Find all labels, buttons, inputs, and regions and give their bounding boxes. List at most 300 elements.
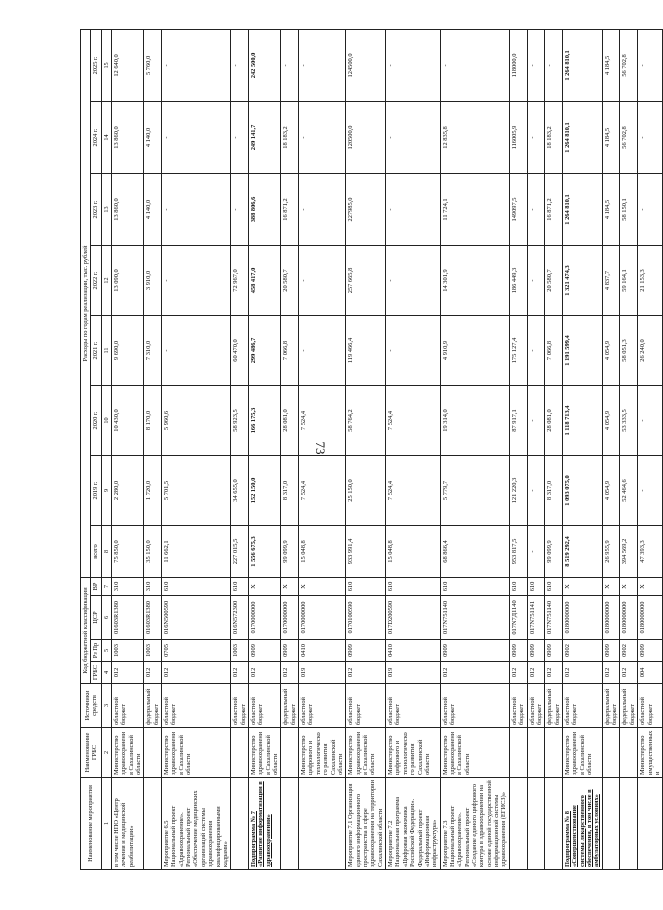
row-code-vr-cell: 610 (527, 578, 545, 596)
row-source-cell: областной бюджет (527, 684, 545, 728)
row-source-cell: федеральный бюджет (144, 684, 162, 728)
row-grbs-cell (545, 728, 563, 778)
index-cell: 14 (101, 102, 111, 174)
row-year-cell: 18 183,2 (545, 102, 563, 174)
row-year-cell: 1 321 474,3 (562, 246, 602, 316)
index-cell: 4 (101, 662, 111, 684)
row-year-cell: - (162, 102, 231, 174)
row-source-cell: областной бюджет (111, 684, 143, 728)
row-code-csr-cell: 017N751140 (440, 596, 509, 640)
table-row (299, 29, 346, 869)
row-year-cell: 458 417,0 (248, 246, 280, 316)
table-row (248, 29, 280, 869)
row-name-cell (231, 778, 249, 870)
header-year: 2022 г. (91, 246, 101, 316)
row-year-cell: 7 524,4 (299, 456, 346, 526)
row-year-cell: 87 917,1 (509, 386, 527, 456)
table-row (638, 29, 663, 869)
header-expenses: Расходы по годам реализации, тыс. рублей (81, 29, 91, 577)
row-name-cell: Подпрограмма № 7 «Развитие информатизации в здравоохранении» (248, 778, 280, 870)
row-year-cell: - (527, 174, 545, 246)
row-year-cell: 9 690,0 (111, 316, 143, 386)
row-code-csr-cell: 017D200590 (386, 596, 441, 640)
row-year-cell: 58 764,2 (346, 386, 386, 456)
row-year-cell: 28 081,0 (545, 386, 563, 456)
row-grbs-cell (509, 728, 527, 778)
row-total-cell: 47 393,3 (638, 526, 663, 578)
row-source-cell: федеральный бюджет (545, 684, 563, 728)
row-name-cell: Мероприятие 6.5 Национальный проект «Здравоохранение». Региональный проект «Обеспечение медицинских организаций системы здравоохранения квалифицированными кадрами» (162, 778, 231, 870)
row-total-cell: 68 866,4 (440, 526, 509, 578)
row-year-cell: - (527, 456, 545, 526)
row-year-cell: 7 524,4 (386, 386, 441, 456)
row-grbs-cell: Министерство цифрового и технологического развития Сахалинской области (299, 728, 346, 778)
row-year-cell: 4 184,5 (602, 174, 620, 246)
row-code-vr-cell: X (638, 578, 663, 596)
row-grbs-cell: Министерство здравоохранения Сахалинской области (440, 728, 509, 778)
table-row (346, 29, 386, 869)
row-total-cell: 8 519 292,4 (562, 526, 602, 578)
row-year-cell: 12 835,8 (440, 102, 509, 174)
row-code-csr-cell: 0170000000 (299, 596, 346, 640)
row-code-csr-cell: 017N751141 (527, 596, 545, 640)
row-year-cell: - (638, 29, 663, 101)
row-total-cell: 15 048,8 (299, 526, 346, 578)
row-year-cell: 4 140,0 (144, 102, 162, 174)
table-row (386, 29, 441, 869)
header-row-1 (81, 29, 91, 869)
row-code-grbs-cell: 012 (281, 662, 299, 684)
row-code-csr-cell: 016N572300 (231, 596, 249, 640)
row-year-cell: 34 655,0 (231, 456, 249, 526)
row-name-cell: Мероприятие 7.2 Национальная программа «Цифровая экономика Российской Федерации». Федеральный проект «Информационная инфраструктура» (386, 778, 441, 870)
row-year-cell: 7 066,8 (281, 316, 299, 386)
row-source-cell: областной бюджет (346, 684, 386, 728)
row-year-cell: - (299, 316, 346, 386)
row-code-vr-cell: X (562, 578, 602, 596)
row-code-csr-cell: 0180000000 (620, 596, 638, 640)
row-year-cell: 26 240,0 (638, 316, 663, 386)
row-name-cell: Подпрограмма № 8 «Совершенствование системы лекарственного обеспечения, в том числе в амбулаторных условиях» (562, 778, 602, 870)
row-year-cell: 120500,0 (346, 102, 386, 174)
row-code-rzpr-cell: 0909 (638, 640, 663, 662)
row-source-cell: областной бюджет (162, 684, 231, 728)
index-cell: 12 (101, 246, 111, 316)
row-code-csr-cell: 0170100590 (346, 596, 386, 640)
row-year-cell: - (386, 246, 441, 316)
row-code-rzpr-cell: 0909 (440, 640, 509, 662)
row-year-cell: 175 127,4 (509, 316, 527, 386)
header-vr: ВР (91, 578, 101, 596)
row-code-grbs-cell: 012 (248, 662, 280, 684)
row-code-grbs-cell: 012 (527, 662, 545, 684)
row-year-cell: - (638, 102, 663, 174)
header-year: 2025 г. (91, 29, 101, 101)
header-grbs: ГРБС (91, 662, 101, 684)
index-cell: 3 (101, 684, 111, 728)
row-source-cell: областной бюджет (440, 684, 509, 728)
row-year-cell: - (162, 246, 231, 316)
row-code-rzpr-cell: 0909 (509, 640, 527, 662)
row-year-cell: 3 910,0 (144, 246, 162, 316)
row-code-rzpr-cell: 0410 (386, 640, 441, 662)
row-source-cell: федеральный бюджет (620, 684, 638, 728)
table-row (527, 29, 545, 869)
row-year-cell: 7 524,4 (386, 456, 441, 526)
row-code-grbs-cell: 004 (638, 662, 663, 684)
row-year-cell: 1 191 599,4 (562, 316, 602, 386)
row-code-vr-cell: 610 (386, 578, 441, 596)
row-year-cell: - (527, 29, 545, 101)
row-total-cell: 933 991,4 (346, 526, 386, 578)
row-code-rzpr-cell: 1003 (111, 640, 143, 662)
row-year-cell: - (527, 246, 545, 316)
row-year-cell: 56 702,8 (620, 29, 638, 101)
row-year-cell: - (638, 456, 663, 526)
row-year-cell: - (299, 102, 346, 174)
row-code-rzpr-cell: 0902 (562, 640, 602, 662)
index-cell: 13 (101, 174, 111, 246)
header-grbs-name: Наименование ГРБС (81, 728, 102, 778)
row-year-cell: 1 264 810,1 (562, 174, 602, 246)
row-code-grbs-cell: 012 (231, 662, 249, 684)
row-code-rzpr-cell: 0909 (248, 640, 280, 662)
row-name-cell (620, 778, 638, 870)
table-row (562, 29, 602, 869)
row-name-cell (527, 778, 545, 870)
row-name-cell (638, 778, 663, 870)
row-source-cell: областной бюджет (299, 684, 346, 728)
table-row (281, 29, 299, 869)
row-name-cell (299, 778, 346, 870)
row-year-cell: 5 960,6 (162, 386, 231, 456)
row-source-cell: областной бюджет (509, 684, 527, 728)
row-grbs-cell: Министерство здравоохранения Сахалинской области (111, 728, 143, 778)
table-row (111, 29, 143, 869)
row-year-cell: - (299, 174, 346, 246)
row-year-cell: 4 054,9 (602, 456, 620, 526)
row-year-cell: - (440, 29, 509, 101)
row-year-cell: 58 051,3 (620, 316, 638, 386)
row-code-grbs-cell: 012 (545, 662, 563, 684)
row-name-cell (144, 778, 162, 870)
row-year-cell: - (386, 316, 441, 386)
row-grbs-cell (527, 728, 545, 778)
header-source: Источники средств (81, 684, 102, 728)
row-year-cell: 4 910,9 (440, 316, 509, 386)
row-year-cell: 60 470,0 (231, 316, 249, 386)
row-year-cell: 72 967,0 (231, 246, 249, 316)
row-code-csr-cell: 0180000000 (602, 596, 620, 640)
row-total-cell: 11 662,1 (162, 526, 231, 578)
row-year-cell: 1 720,0 (144, 456, 162, 526)
row-total-cell: 26 955,9 (602, 526, 620, 578)
row-year-cell: 28 081,0 (281, 386, 299, 456)
row-year-cell: 19 314,0 (440, 386, 509, 456)
row-grbs-cell (620, 728, 638, 778)
row-grbs-cell (231, 728, 249, 778)
row-total-cell: 15 048,8 (386, 526, 441, 578)
row-source-cell: областной бюджет (231, 684, 249, 728)
row-source-cell: областной бюджет (386, 684, 441, 728)
header-codes: Код бюджетной классификации (81, 578, 91, 684)
row-year-cell: - (527, 102, 545, 174)
row-grbs-cell: Министерство имущественных и (638, 728, 663, 778)
row-year-cell: - (386, 102, 441, 174)
row-code-rzpr-cell: 0909 (281, 640, 299, 662)
row-name-cell (545, 778, 563, 870)
row-year-cell: 20 580,7 (281, 246, 299, 316)
row-year-cell: 5 701,5 (162, 456, 231, 526)
row-code-rzpr-cell: 0909 (346, 640, 386, 662)
row-name-cell: в том числе НПО «Центр лечения и медицинской реабилитации» (111, 778, 143, 870)
row-name-cell: Мероприятие 7.3 Национальный проект «Здравоохранение». Региональный проект «Создание единого цифрового контура в здравоохранении на основе единой государственной информационной системы здравоохранения (ЕГИСЗ)» (440, 778, 509, 870)
row-year-cell: 13 860,0 (111, 102, 143, 174)
row-year-cell: 58 150,1 (620, 174, 638, 246)
row-year-cell: 124500,0 (346, 29, 386, 101)
row-year-cell: 4 140,0 (144, 174, 162, 246)
header-year: 2019 г. (91, 456, 101, 526)
row-total-cell: 99 099,9 (281, 526, 299, 578)
row-year-cell: 12 640,0 (111, 29, 143, 101)
row-code-vr-cell: 610 (346, 578, 386, 596)
rotated-page (80, 30, 661, 870)
row-year-cell: 16 871,2 (281, 174, 299, 246)
row-code-csr-cell: 01603R1380 (144, 596, 162, 640)
row-code-rzpr-cell: 1003 (144, 640, 162, 662)
row-code-vr-cell: 610 (231, 578, 249, 596)
row-year-cell: - (162, 174, 231, 246)
row-code-grbs-cell: 019 (386, 662, 441, 684)
row-total-cell: 227 015,5 (231, 526, 249, 578)
index-cell: 15 (101, 29, 111, 101)
row-year-cell: 4 837,7 (602, 246, 620, 316)
row-code-rzpr-cell: 0909 (545, 640, 563, 662)
row-year-cell: 21 153,3 (638, 246, 663, 316)
index-cell: 10 (101, 386, 111, 456)
row-year-cell: 118000,0 (509, 29, 527, 101)
row-year-cell: 4 054,9 (602, 386, 620, 456)
row-grbs-cell: Министерство здравоохранения Сахалинской области (346, 728, 386, 778)
row-code-vr-cell: X (620, 578, 638, 596)
table-row (440, 29, 509, 869)
row-year-cell: 152 150,0 (248, 456, 280, 526)
row-code-grbs-cell: 012 (562, 662, 602, 684)
row-year-cell: 5 760,0 (144, 29, 162, 101)
table-row (545, 29, 563, 869)
row-year-cell: - (231, 174, 249, 246)
row-year-cell: - (162, 316, 231, 386)
row-code-grbs-cell: 012 (602, 662, 620, 684)
row-year-cell: 14 301,9 (440, 246, 509, 316)
table-row (144, 29, 162, 869)
row-year-cell: - (281, 29, 299, 101)
row-source-cell: федеральный бюджет (602, 684, 620, 728)
row-year-cell: - (527, 316, 545, 386)
row-year-cell: 227985,0 (346, 174, 386, 246)
header-name: Наименование мероприятия (81, 778, 102, 870)
row-year-cell: 242 500,0 (248, 29, 280, 101)
header-year: 2023 г. (91, 174, 101, 246)
row-year-cell: 121 220,3 (509, 456, 527, 526)
row-year-cell: - (231, 102, 249, 174)
row-code-rzpr-cell: 0410 (299, 640, 346, 662)
row-year-cell: 1 264 810,1 (562, 102, 602, 174)
row-year-cell: 4 184,5 (602, 102, 620, 174)
row-code-rzpr-cell: 0705 (162, 640, 231, 662)
row-grbs-cell: Министерство здравоохранения Сахалинской области (162, 728, 231, 778)
row-year-cell: 7 310,0 (144, 316, 162, 386)
table-row (162, 29, 231, 869)
row-year-cell: - (299, 246, 346, 316)
row-year-cell: 257 665,8 (346, 246, 386, 316)
row-source-cell: федеральный бюджет (281, 684, 299, 728)
row-year-cell: 149097,5 (509, 174, 527, 246)
index-cell: 11 (101, 316, 111, 386)
row-year-cell: 166 175,3 (248, 386, 280, 456)
row-code-rzpr-cell: 0909 (527, 640, 545, 662)
row-code-csr-cell: 0180000000 (562, 596, 602, 640)
row-source-cell: областной бюджет (562, 684, 602, 728)
row-code-csr-cell: 017N7Д1140 (509, 596, 527, 640)
row-code-vr-cell: 310 (144, 578, 162, 596)
row-grbs-cell (144, 728, 162, 778)
row-source-cell: областной бюджет (638, 684, 663, 728)
row-code-vr-cell: X (281, 578, 299, 596)
row-year-cell: 13 090,0 (111, 246, 143, 316)
row-code-csr-cell: 0170000000 (248, 596, 280, 640)
header-year: 2024 г. (91, 102, 101, 174)
row-year-cell: - (162, 29, 231, 101)
table-body (111, 29, 662, 869)
row-year-cell: 249 141,7 (248, 102, 280, 174)
row-code-vr-cell: 610 (440, 578, 509, 596)
row-year-cell: 20 580,7 (545, 246, 563, 316)
row-code-vr-cell: X (299, 578, 346, 596)
row-code-csr-cell: 01603R1380 (111, 596, 143, 640)
row-code-grbs-cell: 012 (144, 662, 162, 684)
row-total-cell: - (527, 526, 545, 578)
index-cell: 8 (101, 526, 111, 578)
row-grbs-cell (281, 728, 299, 778)
row-year-cell: 299 486,7 (248, 316, 280, 386)
row-code-vr-cell: 610 (162, 578, 231, 596)
header-total: всего (91, 526, 101, 578)
row-name-cell: Мероприятие 7.1 Организация единого информационного пространства в сфере здравоохранения на территории Сахалинской области (346, 778, 386, 870)
row-total-cell: 953 817,5 (509, 526, 527, 578)
row-name-cell (281, 778, 299, 870)
row-code-grbs-cell: 012 (620, 662, 638, 684)
row-year-cell: - (638, 174, 663, 246)
row-code-vr-cell: 310 (111, 578, 143, 596)
row-code-vr-cell: 610 (545, 578, 563, 596)
row-year-cell: 4 184,5 (602, 29, 620, 101)
row-year-cell: - (386, 174, 441, 246)
header-csr: ЦСР (91, 596, 101, 640)
row-year-cell: 116005,9 (509, 102, 527, 174)
row-code-rzpr-cell: 0909 (602, 640, 620, 662)
row-total-cell: 75 850,0 (111, 526, 143, 578)
row-year-cell: 10 430,0 (111, 386, 143, 456)
row-grbs-cell: Министерство цифрового и технологического развития Сахалинской области (386, 728, 441, 778)
row-name-cell (509, 778, 527, 870)
row-code-vr-cell: X (602, 578, 620, 596)
row-year-cell: 8 317,0 (281, 456, 299, 526)
row-year-cell: 59 164,1 (620, 246, 638, 316)
index-row (101, 29, 111, 869)
index-cell: 5 (101, 640, 111, 662)
row-year-cell: 25 150,0 (346, 456, 386, 526)
row-year-cell: 4 054,9 (602, 316, 620, 386)
row-code-csr-cell: 016N500590 (162, 596, 231, 640)
row-year-cell: - (231, 29, 249, 101)
row-code-vr-cell: X (248, 578, 280, 596)
row-year-cell: 16 871,2 (545, 174, 563, 246)
row-grbs-cell: Министерство здравоохранения Сахалинской области (248, 728, 280, 778)
row-year-cell: - (545, 29, 563, 101)
row-code-grbs-cell: 012 (440, 662, 509, 684)
row-year-cell: 7 524,4 (299, 386, 346, 456)
row-code-vr-cell: 610 (509, 578, 527, 596)
row-name-cell (602, 778, 620, 870)
row-total-cell: 35 150,0 (144, 526, 162, 578)
header-rzpr: Рз Пр (91, 640, 101, 662)
row-code-csr-cell: 0180000000 (638, 596, 663, 640)
table-row (620, 29, 638, 869)
row-year-cell: 1 093 075,0 (562, 456, 602, 526)
row-year-cell: 1 118 713,4 (562, 386, 602, 456)
row-code-grbs-cell: 012 (346, 662, 386, 684)
row-year-cell: 56 702,8 (620, 102, 638, 174)
row-code-rzpr-cell: 0902 (620, 640, 638, 662)
row-year-cell: 8 317,0 (545, 456, 563, 526)
row-year-cell: 7 066,8 (545, 316, 563, 386)
row-year-cell: - (299, 29, 346, 101)
row-year-cell: 1 264 810,1 (562, 29, 602, 101)
row-code-grbs-cell: 012 (509, 662, 527, 684)
row-year-cell: - (527, 386, 545, 456)
row-year-cell: 58 923,5 (231, 386, 249, 456)
row-year-cell: 13 860,0 (111, 174, 143, 246)
row-year-cell: 2 280,0 (111, 456, 143, 526)
row-total-cell: 99 099,9 (545, 526, 563, 578)
row-code-grbs-cell: 012 (162, 662, 231, 684)
row-code-csr-cell: 0170000000 (281, 596, 299, 640)
row-code-csr-cell: 017N751140 (545, 596, 563, 640)
row-year-cell: 388 806,6 (248, 174, 280, 246)
table-row (602, 29, 620, 869)
index-cell: 6 (101, 596, 111, 640)
row-year-cell: 119 466,4 (346, 316, 386, 386)
row-grbs-cell: Министерство здравоохранения Сахалинской области (562, 728, 602, 778)
page-number: 73 (313, 441, 328, 455)
row-total-cell: 394 569,2 (620, 526, 638, 578)
row-code-rzpr-cell: 1003 (231, 640, 249, 662)
table-row (231, 29, 249, 869)
row-year-cell: 5 779,7 (440, 456, 509, 526)
row-grbs-cell (602, 728, 620, 778)
row-year-cell: 18 183,2 (281, 102, 299, 174)
row-year-cell: 186 449,3 (509, 246, 527, 316)
index-cell: 9 (101, 456, 111, 526)
index-cell: 1 (101, 778, 111, 870)
row-year-cell: 8 170,0 (144, 386, 162, 456)
row-code-grbs-cell: 019 (299, 662, 346, 684)
index-cell: 2 (101, 728, 111, 778)
row-source-cell: областной бюджет (248, 684, 280, 728)
row-year-cell: - (386, 29, 441, 101)
row-year-cell: - (638, 386, 663, 456)
